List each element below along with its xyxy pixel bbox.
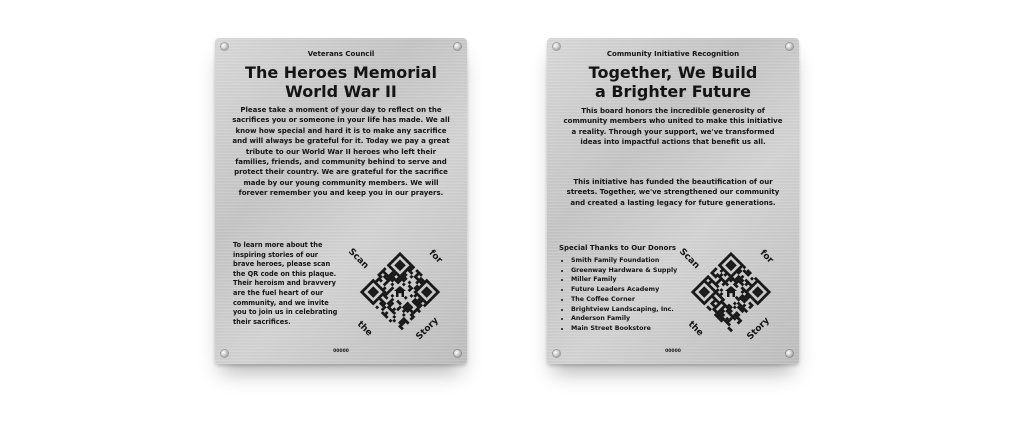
qr-label-for: for [426, 248, 444, 266]
screw-icon [553, 43, 560, 50]
donor-list [561, 256, 677, 334]
plaque-title [215, 63, 467, 101]
title-line-1: The Heroes Memorial [245, 63, 437, 82]
plaque-body-2: This initiative has funded the beautification of our streets. Together, we've strengthened our community and created a lasting legacy for future generations. [566, 178, 780, 207]
title-line-2: a Brighter Future [594, 82, 752, 101]
donor-item: • Miller Family [571, 275, 677, 285]
plaque-code: 00000 [665, 349, 681, 354]
qr-code-area [340, 232, 460, 352]
donor-item: • The Coffee Corner [571, 295, 677, 305]
plaque-body: This board honors the incredible generosity of community members who united to make this initiative a reality. Through your support, we've transformed ideas into impactful actions that benefit us all. [563, 107, 783, 147]
qr-label-the: the [354, 319, 374, 339]
title-line-1: Together, We Build [588, 63, 758, 82]
qr-code-icon [340, 232, 460, 352]
qr-label-story: Story [414, 315, 441, 343]
qr-label-scan: Scan [677, 246, 702, 272]
plaque-title [547, 63, 799, 101]
qr-label-story: Story [745, 315, 772, 343]
donors-title: Special Thanks to Our Donors [559, 244, 677, 252]
plaque-body: Please take a moment of your day to reflect on the sacrifices you or someone in your life has made. We all know how special and hard it is to make any sacrifice and will always be grateful for it. Today we pay a great tribute to our World War II heroes who left their families, friends, and community behind to serve and protect their country. We are grateful for the sacrifice made by our young community members. We will forever remember you and keep you in our prayers. [232, 106, 450, 198]
plaque-kicker: Veterans Council [307, 50, 375, 58]
qr-label-the: the [685, 319, 705, 339]
veterans-memorial-plaque [215, 38, 467, 364]
community-recognition-plaque [547, 38, 799, 364]
donor-item: • Main Street Bookstore [571, 324, 677, 334]
screw-icon [786, 43, 793, 50]
qr-label-for: for [757, 248, 775, 266]
qr-code-icon [671, 232, 791, 352]
qr-code-area [671, 232, 791, 352]
plaque-code: 00000 [333, 349, 349, 354]
plaque-kicker: Community Initiative Recognition [606, 50, 740, 58]
donor-item: • Brightview Landscaping, Inc. [571, 305, 677, 315]
qr-instructions: To learn more about the inspiring stories of our brave heroes, please scan the QR code on this plaque. Their heroism and bravvery are the fuel heart of our community, and we invite you to join us in celebrating their sacrifices. [233, 241, 338, 326]
donor-item: • Smith Family Foundation [571, 256, 677, 266]
screw-icon [454, 43, 461, 50]
screw-icon [221, 43, 228, 50]
donor-item: • Anderson Family [571, 314, 677, 324]
donor-item: • Greenway Hardware & Supply [571, 266, 677, 276]
donor-item: • Future Leaders Academy [571, 285, 677, 295]
qr-label-scan: Scan [346, 246, 371, 272]
title-line-2: World War II [285, 82, 397, 101]
